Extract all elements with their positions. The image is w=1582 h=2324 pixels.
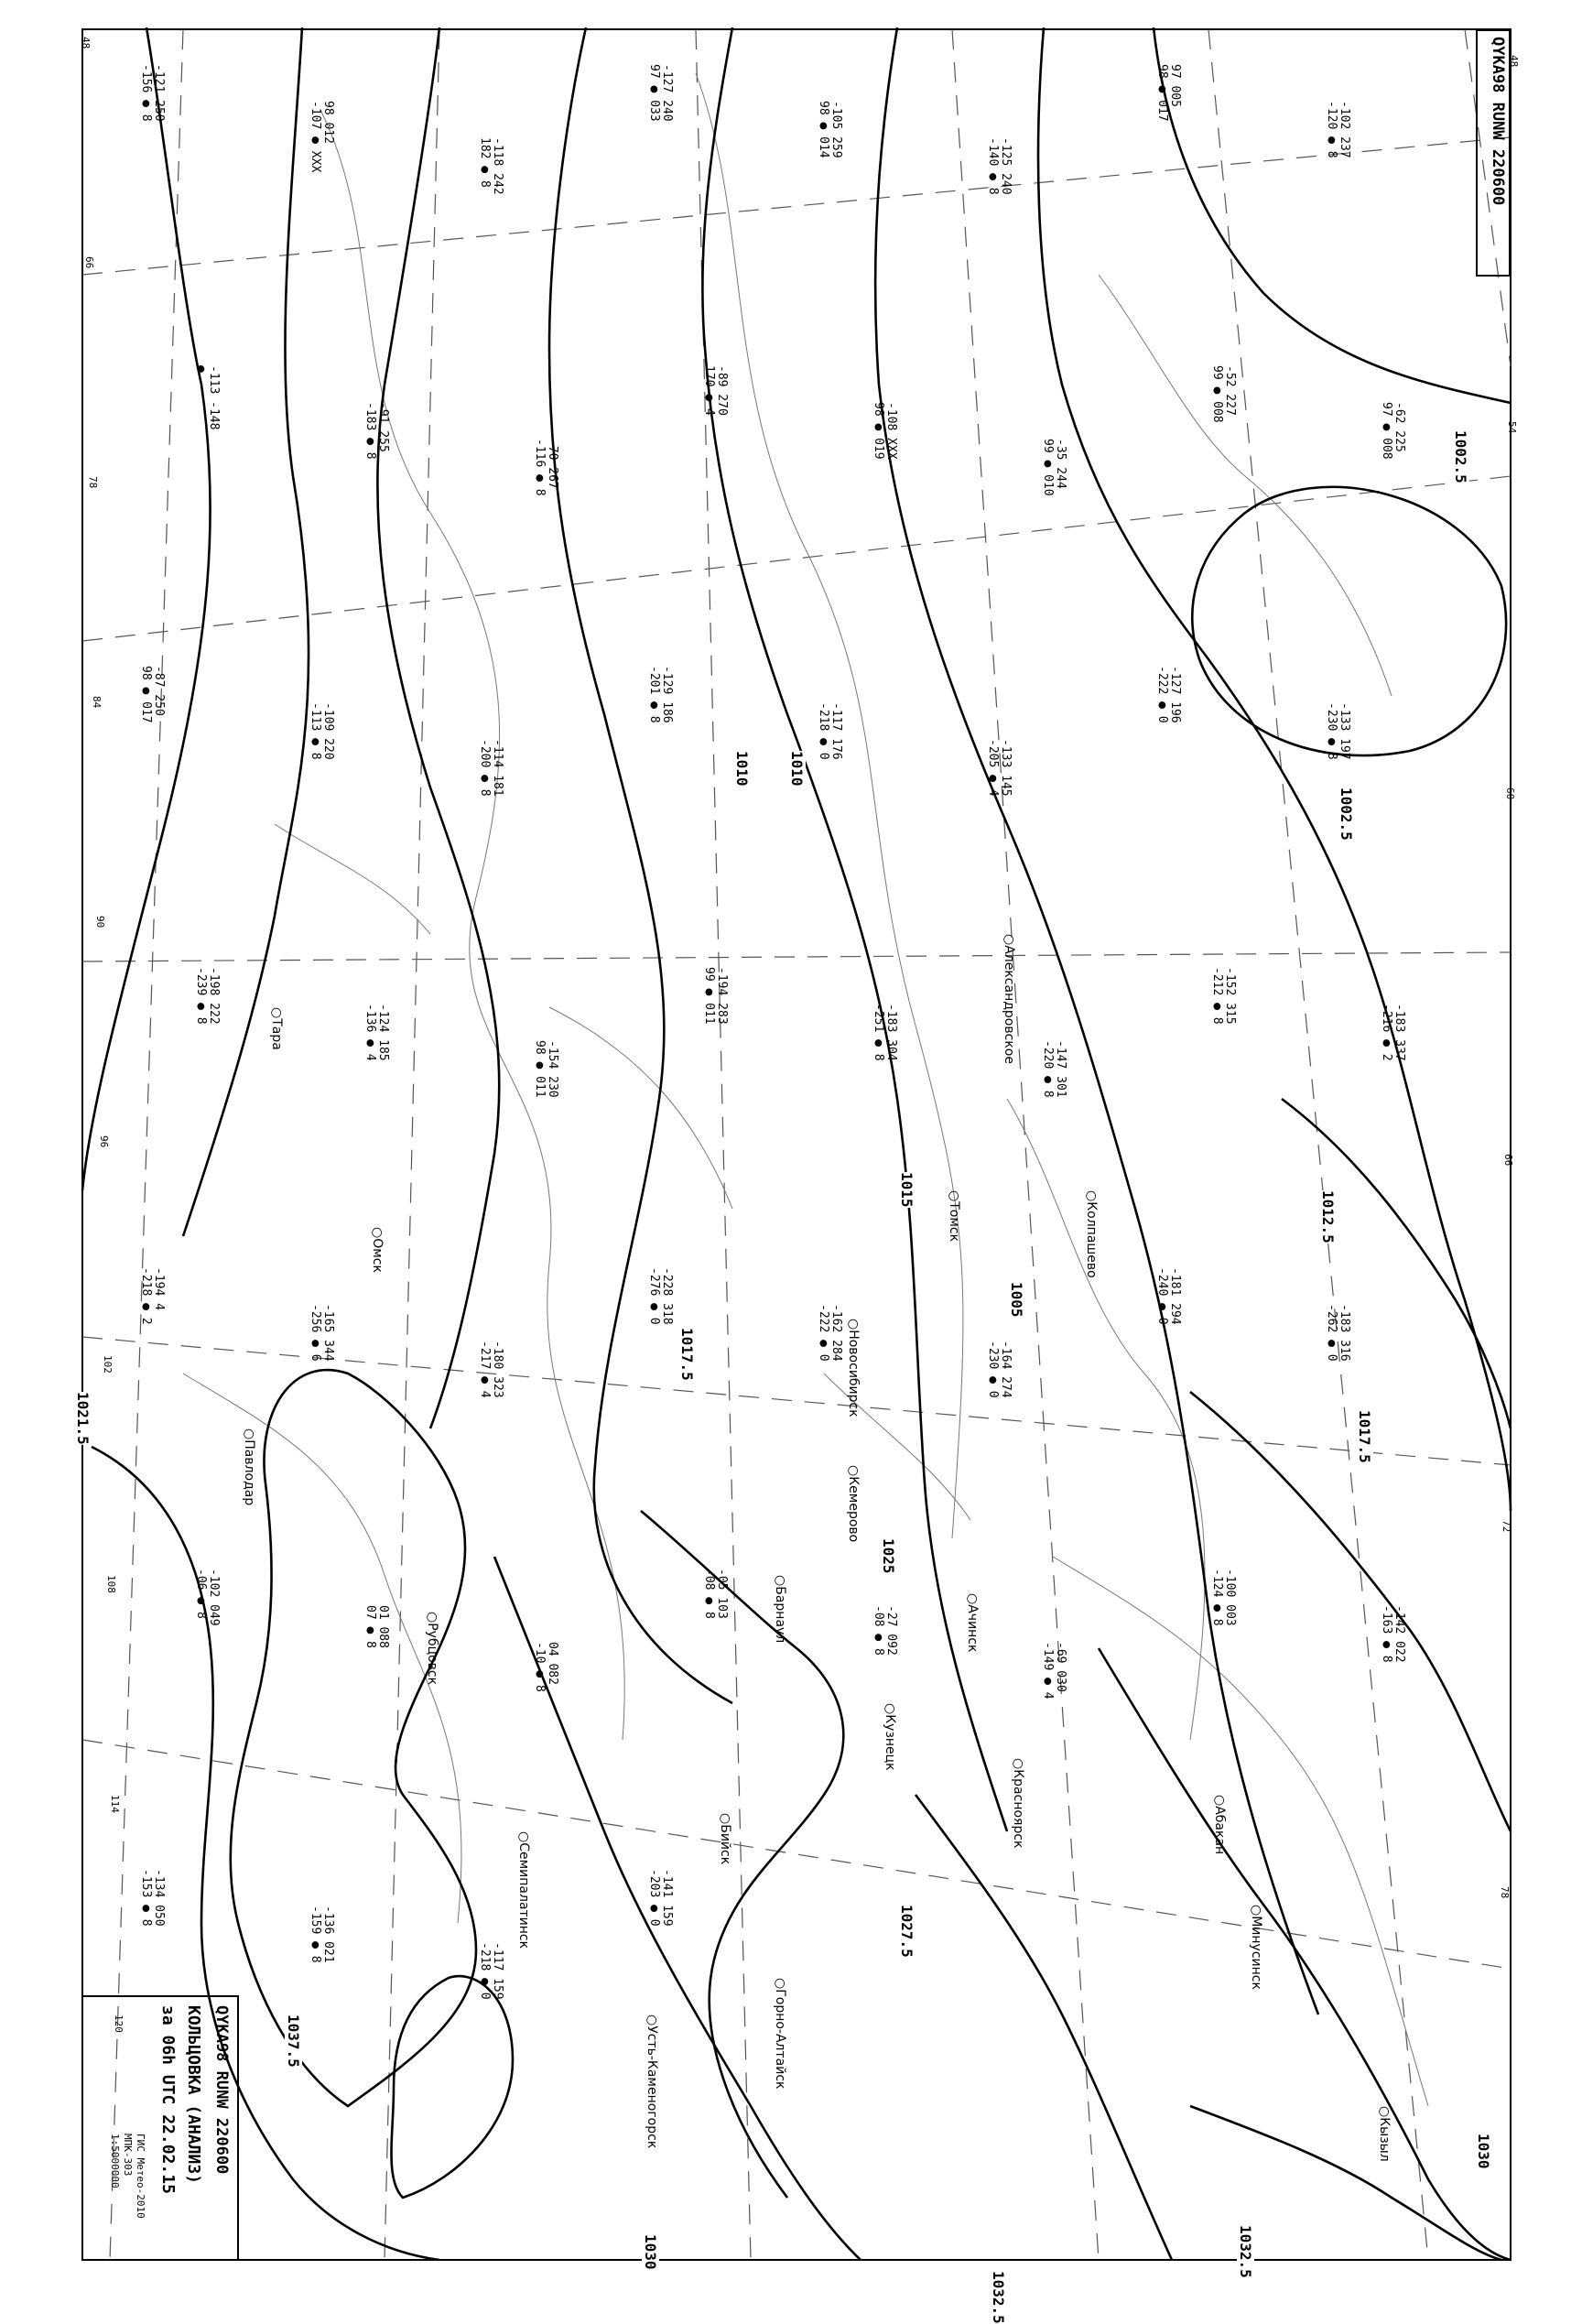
station-plot xyxy=(1041,439,1067,496)
station-line-bottom: -136 ● 4 xyxy=(363,1003,377,1061)
station-line-top: 97 005 xyxy=(1168,64,1182,107)
city-label: ○Тара xyxy=(269,1007,284,1050)
station-plot xyxy=(986,739,1012,797)
station-line-top: -91 255 xyxy=(376,401,390,452)
station-line-bottom: -276 ● 0 xyxy=(647,1267,661,1325)
station-line-bottom: -218 ● 0 xyxy=(478,1942,492,2001)
city-label: ○Горно-Алтайск xyxy=(773,1978,787,2090)
station-line-top: -87 250 xyxy=(152,666,166,716)
station-line-bottom: 98 ● 017 xyxy=(1155,64,1169,122)
graticule-label: 66 xyxy=(83,256,95,269)
station-line-bottom: -262 ● 0 xyxy=(1325,1304,1338,1362)
station-line-bottom: 97 ● 033 xyxy=(647,64,661,122)
legend-run-text: RUNW xyxy=(212,2070,231,2109)
station-line-top: -127 196 xyxy=(1168,666,1182,723)
isobar-label: 1021.5 xyxy=(74,1392,92,1445)
legend-proj: МПК-303 xyxy=(122,2134,134,2177)
graticule-label: 60 xyxy=(1504,787,1516,800)
isobar-label: 1030 xyxy=(642,2234,659,2270)
city-label: ○Кызыл xyxy=(1377,2106,1392,2162)
station-line-bottom: -222 ● 0 xyxy=(817,1304,830,1362)
station-plot xyxy=(309,702,334,760)
station-line-bottom: -124 ● 8 xyxy=(1210,1568,1224,1626)
station-line-bottom: -163 ● 8 xyxy=(1380,1604,1393,1663)
station-plot xyxy=(533,1642,558,1692)
station-line-bottom: -222 ● 0 xyxy=(1155,666,1169,723)
station-plot xyxy=(139,1267,165,1325)
station-line-bottom: 07 ● 8 xyxy=(363,1604,377,1648)
station-line-top: -121 250 xyxy=(152,64,166,122)
station-plot xyxy=(194,1569,220,1626)
station-plot xyxy=(647,1869,673,1927)
station-line-top: 01 088 xyxy=(376,1604,390,1648)
station-line-bottom: -218 ● 2 xyxy=(139,1267,153,1325)
station-plot xyxy=(1210,365,1236,423)
isobar-label: 1030 xyxy=(1475,2134,1492,2169)
station-line-bottom: -113 ● 8 xyxy=(309,702,322,760)
station-line-top: -118 242 xyxy=(491,137,504,195)
station-line-top: -117 176 xyxy=(829,702,843,760)
station-line-bottom: -251 ● 8 xyxy=(872,1003,885,1061)
station-line-top: -125 240 xyxy=(999,137,1013,195)
station-line-bottom: -239 ● 8 xyxy=(194,966,208,1025)
station-plot xyxy=(533,439,558,496)
isobar-label: 1032.5 xyxy=(1237,2225,1254,2278)
station-line-bottom: -230 ● 8 xyxy=(1325,702,1338,760)
station-line-top: -181 294 xyxy=(1168,1267,1182,1325)
station-line-bottom: -201 ● 8 xyxy=(647,666,661,723)
city-label: ○Кемерово xyxy=(846,1465,861,1543)
city-label: ○Усть-Каменогорск xyxy=(645,2014,659,2149)
city-label: ○Ачинск xyxy=(965,1593,980,1653)
station-line-top: -133 145 xyxy=(999,739,1013,797)
city-label: ○Бийск xyxy=(718,1813,732,1865)
isobar-label: 1032.5 xyxy=(990,2271,1007,2324)
station-line-bottom: -240 ● 0 xyxy=(1155,1267,1169,1325)
station-line-top: 98 012 xyxy=(321,101,335,144)
station-plot xyxy=(1380,1004,1405,1061)
station-line-top: -105 259 xyxy=(829,101,843,158)
station-line-top: -109 220 xyxy=(321,702,335,760)
station-line-top: -117 159 xyxy=(491,1942,504,2001)
station-line-top: -108 XXX xyxy=(884,401,898,460)
city-label: ○Красноярск xyxy=(1011,1758,1025,1849)
station-plot xyxy=(1210,1569,1236,1626)
station-plot xyxy=(647,666,673,723)
station-line-top: -114 181 xyxy=(491,739,504,797)
station-plot xyxy=(1380,1605,1405,1663)
station-line-bottom: -256 ● 6 xyxy=(309,1304,322,1362)
station-line-top: -152 315 xyxy=(1223,966,1237,1025)
station-line-bottom: -220 ● 8 xyxy=(1041,1039,1055,1098)
isobar-label: 1027.5 xyxy=(898,1905,916,1958)
station-line-top: -228 318 xyxy=(660,1267,674,1325)
station-plot xyxy=(647,1267,673,1325)
station-line-bottom: -10 ● 8 xyxy=(533,1641,547,1692)
station-line-bottom: -116 ● 8 xyxy=(533,438,547,496)
station-plot xyxy=(647,64,673,122)
station-plot xyxy=(872,1004,897,1061)
station-line-bottom: ● xyxy=(194,364,208,373)
station-line-top: -183 304 xyxy=(884,1003,898,1061)
station-line-bottom: 98 ● 011 xyxy=(533,1039,547,1098)
graticule-label: 90 xyxy=(94,916,106,929)
station-plot xyxy=(478,1341,504,1398)
city-label: ○Александровское xyxy=(1002,934,1016,1064)
station-line-bottom: -216 ● 2 xyxy=(1380,1003,1393,1061)
station-plot xyxy=(363,402,389,460)
header-number-text: 220600 xyxy=(1489,148,1507,206)
station-line-top: -162 284 xyxy=(829,1304,843,1362)
graticule-label: 84 xyxy=(91,696,103,709)
station-line-top: -27 092 xyxy=(884,1604,898,1656)
isobar-label: 1017.5 xyxy=(1356,1410,1373,1463)
station-line-top: -183 337 xyxy=(1392,1003,1406,1061)
isobar-label: 1010 xyxy=(788,751,806,787)
station-line-bottom: -183 ● 8 xyxy=(363,401,377,460)
legend-time: за 06h UTC 22.02.15 xyxy=(158,2005,178,2194)
city-label: ○Колпашево xyxy=(1084,1190,1099,1278)
station-line-bottom: -218 ● 0 xyxy=(817,702,830,760)
graticule-label: 96 xyxy=(98,1135,110,1148)
isobar-label: 1010 xyxy=(733,751,751,787)
station-line-top: -70 267 xyxy=(546,438,559,489)
station-line-bottom: 98 ● 014 xyxy=(817,101,830,158)
station-plot xyxy=(872,402,897,460)
station-line-bottom: 182 ● 8 xyxy=(478,137,492,188)
station-plot xyxy=(702,1569,728,1619)
station-line-bottom: -153 ● 8 xyxy=(139,1869,153,1928)
graticule-label: 54 xyxy=(1506,421,1518,434)
header-code xyxy=(1489,37,1507,205)
station-line-bottom: 99 ● 010 xyxy=(1041,438,1055,496)
station-line-top: -35 244 xyxy=(1054,438,1067,489)
station-line-bottom: 98 ● 019 xyxy=(872,401,885,460)
isobar-label: 1017.5 xyxy=(678,1328,696,1381)
isobar-label: 1025 xyxy=(880,1538,897,1574)
station-line-bottom: 99 ● 011 xyxy=(702,966,716,1025)
city-label: ○Барнаул xyxy=(773,1575,787,1644)
city-label: ○Павлодар xyxy=(242,1428,256,1506)
station-plot xyxy=(817,101,842,158)
station-line-top: -164 274 xyxy=(999,1341,1013,1398)
graticule-label: 108 xyxy=(105,1575,117,1593)
station-plot xyxy=(363,1004,389,1061)
station-plot xyxy=(194,967,220,1025)
station-line-bottom: -159 ● 8 xyxy=(309,1906,322,1964)
station-line-bottom: -08 ● 8 xyxy=(872,1604,885,1656)
station-plot xyxy=(872,1605,897,1656)
station-line-top: 04 082 xyxy=(546,1641,559,1685)
station-line-bottom: -230 ● 0 xyxy=(986,1341,1000,1398)
station-line-top: -62 225 xyxy=(1392,401,1406,452)
station-line-top: -136 021 xyxy=(321,1906,335,1964)
station-line-top: -147 301 xyxy=(1054,1039,1067,1098)
station-line-top: -183 316 xyxy=(1338,1304,1351,1362)
station-plot xyxy=(1155,1267,1181,1325)
station-plot xyxy=(139,1869,165,1927)
station-line-bottom: -140 ● 8 xyxy=(986,137,1000,195)
station-plot xyxy=(1210,967,1236,1025)
isobar-label: 1015 xyxy=(898,1172,916,1208)
station-plot xyxy=(1041,1642,1067,1700)
station-line-top: -05 103 xyxy=(715,1568,729,1619)
station-plot xyxy=(1041,1040,1067,1098)
header-run-text: RUNW xyxy=(1489,102,1507,140)
station-line-bottom: 170 ● 4 xyxy=(702,364,716,416)
header-code-text: QYKA98 xyxy=(1489,37,1507,93)
station-plot xyxy=(309,1906,334,1963)
station-line-top: -100 003 xyxy=(1223,1568,1237,1626)
station-line-top: -124 185 xyxy=(376,1003,390,1061)
city-label: ○Абакан xyxy=(1212,1795,1227,1855)
graticule-label: 78 xyxy=(1499,1886,1511,1899)
station-plot xyxy=(986,137,1012,195)
legend-title: КОЛЬЦОВКА (АНАЛИЗ) xyxy=(184,2005,203,2185)
isobar-label: 1012.5 xyxy=(1319,1190,1337,1243)
station-line-bottom: -08 ● 8 xyxy=(702,1568,716,1619)
station-plot xyxy=(1325,101,1350,158)
isobar-label: 1002.5 xyxy=(1452,430,1469,483)
station-plot xyxy=(194,365,220,429)
station-plot xyxy=(139,64,165,122)
graticule-label: 66 xyxy=(1502,1154,1514,1167)
station-line-bottom: 99 ● 008 xyxy=(1210,364,1224,423)
station-line-top: -142 022 xyxy=(1392,1604,1406,1663)
graticule-label: 114 xyxy=(109,1795,121,1813)
station-plot xyxy=(478,137,504,195)
station-line-bottom: -203 ● 0 xyxy=(647,1869,661,1928)
station-line-bottom: -149 ● 4 xyxy=(1041,1641,1055,1700)
station-line-bottom: 98 ● 017 xyxy=(139,666,153,723)
station-line-bottom: -200 ● 8 xyxy=(478,739,492,797)
station-line-top: -180 323 xyxy=(491,1341,504,1398)
station-plot xyxy=(533,1040,558,1098)
station-plot xyxy=(363,1605,389,1648)
legend-code xyxy=(212,2005,231,2174)
station-line-top: -194 4 xyxy=(152,1267,166,1311)
station-line-bottom: -107 ● XXX xyxy=(309,101,322,173)
legend-system: ГИС Метео-2010 xyxy=(135,2134,146,2219)
legend-number-text: 220600 xyxy=(212,2117,231,2175)
station-plot xyxy=(702,967,728,1025)
station-line-top: -102 049 xyxy=(207,1568,221,1626)
graticule-label: 48 xyxy=(80,37,92,49)
city-label: ○Семипалатинск xyxy=(516,1831,531,1949)
city-label: ○Новосибирск xyxy=(846,1319,861,1417)
station-line-top: -69 030 xyxy=(1054,1641,1067,1692)
graticule-label: 48 xyxy=(1508,55,1520,68)
station-line-top: -141 159 xyxy=(660,1869,674,1928)
station-line-top: -134 050 xyxy=(152,1869,166,1928)
station-plot xyxy=(1155,666,1181,723)
station-line-bottom: -212 ● 8 xyxy=(1210,966,1224,1025)
station-plot xyxy=(478,1942,504,2000)
isobar-label: 1037.5 xyxy=(285,2014,302,2068)
station-line-bottom: -06 ● 8 xyxy=(194,1568,208,1619)
station-line-bottom: -120 ● 8 xyxy=(1325,101,1338,158)
station-plot xyxy=(139,666,165,723)
station-line-bottom: -217 ● 4 xyxy=(478,1341,492,1398)
graticule-label: 72 xyxy=(1501,1520,1512,1533)
graticule-label: 120 xyxy=(113,2014,125,2033)
station-line-top: -194 283 xyxy=(715,966,729,1025)
station-line-top: -52 227 xyxy=(1223,364,1237,416)
station-line-top: -102 237 xyxy=(1338,101,1351,158)
station-plot xyxy=(1325,702,1350,760)
legend-code-text: QYKA98 xyxy=(212,2005,231,2062)
station-line-bottom: -205 ● 4 xyxy=(986,739,1000,797)
station-line-top: -129 186 xyxy=(660,666,674,723)
city-label: ○Кузнецк xyxy=(883,1703,897,1771)
station-plot xyxy=(986,1341,1012,1398)
city-label: ○Рубцовск xyxy=(425,1612,439,1686)
station-plot xyxy=(478,739,504,797)
graticule-label: 102 xyxy=(102,1355,114,1374)
station-line-top: -165 344 xyxy=(321,1304,335,1362)
station-plot xyxy=(1325,1304,1350,1362)
station-line-top: -154 230 xyxy=(546,1039,559,1098)
station-line-bottom: 97 ● 008 xyxy=(1380,401,1393,460)
city-label: ○Минусинск xyxy=(1249,1905,1263,1990)
legend-scale: 1:5000000 xyxy=(109,2134,121,2188)
station-plot xyxy=(817,1304,842,1362)
station-line-top: -198 222 xyxy=(207,966,221,1025)
station-line-top: -133 197 xyxy=(1338,702,1351,760)
isobar-label: 1005 xyxy=(1008,1282,1025,1318)
station-line-top: -89 270 xyxy=(715,364,729,416)
station-plot xyxy=(309,101,334,172)
station-plot xyxy=(702,365,728,416)
city-label: ○Томск xyxy=(947,1190,961,1243)
graticule-label: 78 xyxy=(87,476,99,489)
station-plot xyxy=(1380,402,1405,460)
station-plot xyxy=(309,1304,334,1362)
station-line-top: -127 240 xyxy=(660,64,674,122)
station-plot xyxy=(1155,64,1181,122)
station-plot xyxy=(817,702,842,760)
city-label: ○Омск xyxy=(370,1227,385,1273)
station-line-top: -113 -148 xyxy=(207,364,221,430)
isobar-label: 1002.5 xyxy=(1338,787,1355,841)
station-line-bottom: -156 ● 8 xyxy=(139,64,153,122)
